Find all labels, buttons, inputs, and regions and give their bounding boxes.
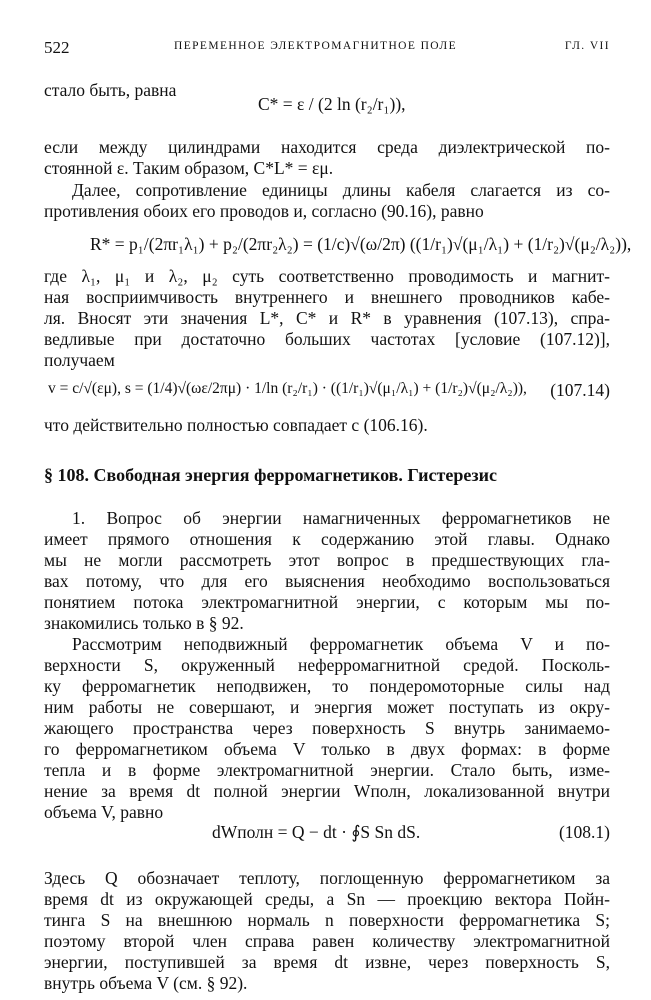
chapter-label: ГЛ. VII xyxy=(564,40,610,52)
text-line: ним работы не совершают, и энергия может поступать из окру- xyxy=(44,697,610,717)
text-line: время dt из окружающей среды, а Sn — проекцию вектора Пойн- xyxy=(44,889,610,909)
text-line: имеет прямого отношения к содержанию этой главы. Однако xyxy=(44,529,610,549)
formula-r-star: R* = p₁/(2πr₁λ₁) + p₂/(2πr₂λ₂) = (1/c)√(ω/2π) ((1/r₁)√(μ₁/λ₁) + (1/r₂)√(μ₂/λ₂)), xyxy=(90,234,632,254)
text-line: ля. Вносят эти значения L*, C* и R* в уравнения (107.13), спра- xyxy=(44,308,610,328)
text-line: Здесь Q обозначает теплоту, поглощенную ферромагнетиком за xyxy=(44,868,610,888)
section-heading: § 108. Свободная энергия ферромагнетиков. Гистерезис xyxy=(44,465,497,485)
text-line: тепла и в форме электромагнитной энергии. Стало быть, изме- xyxy=(44,760,610,780)
text-line: мы не могли рассмотреть этот вопрос в предшествующих гла- xyxy=(44,550,610,570)
text-line: нение за время dt полной энергии Wполн, локализованной внутри xyxy=(44,781,610,801)
text-line: стало быть, равна xyxy=(44,80,177,100)
equation-number: (108.1) xyxy=(558,822,610,842)
text-line: ку ферромагнетик неподвижен, то пондеромоторные силы над xyxy=(44,676,610,696)
text-line: понятием потока электромагнитной энергии, с которым мы по- xyxy=(44,592,610,612)
text-line: энергии, поступившей за время dt извне, через поверхность S, xyxy=(44,952,610,972)
text-line: Рассмотрим неподвижный ферромагнетик объема V и по- xyxy=(72,634,610,654)
text-line: стоянной ε. Таким образом, C*L* = εμ. xyxy=(44,158,334,178)
text-line: где λ₁, μ₁ и λ₂, μ₂ суть соответственно проводимость и магнит- xyxy=(44,266,610,286)
formula-w-poln: dWполн = Q − dt · ∮S Sn dS. xyxy=(212,822,421,842)
text-line: поэтому второй член справа равен количеству электромагнитной xyxy=(44,931,610,951)
text-line: жающего пространства через поверхность S внутрь занимаемо- xyxy=(44,718,610,738)
text-line: внутрь объема V (см. § 92). xyxy=(44,973,248,993)
page-number: 522 xyxy=(44,38,70,57)
formula-c-star: C* = ε / (2 ln (r₂/r₁)), xyxy=(258,94,406,114)
text-line: ведливые при достаточно больших частотах [условие (107.12)], xyxy=(44,329,610,349)
text-line: ная восприимчивость внутреннего и внешнего проводников кабе- xyxy=(44,287,610,307)
text-line: что действительно полностью совпадает с (106.16). xyxy=(44,415,428,435)
text-line: верхности S, окруженный неферромагнитной средой. Посколь- xyxy=(44,655,610,675)
text-line: 1. Вопрос об энергии намагниченных ферромагнетиков не xyxy=(72,508,610,528)
formula-v-s: v = c/√(εμ), s = (1/4)√(ωε/2πμ) · 1/ln (r₂/r₁) · ((1/r₁)√(μ₁/λ₁) + (1/r₂)√(μ₂/λ₂)), xyxy=(48,380,527,397)
text-line: если между цилиндрами находится среда диэлектрической по- xyxy=(44,137,610,157)
text-line: тинга S на внешнюю нормаль n поверхности ферромагнетика S; xyxy=(44,910,610,930)
text-line: Далее, сопротивление единицы длины кабеля слагается из со- xyxy=(72,180,610,200)
text-line: вах потому, что для его выяснения необходимо воспользоваться xyxy=(44,571,610,591)
text-line: объема V, равно xyxy=(44,802,164,822)
text-line: го ферромагнетиком объема V только в двух формах: в форме xyxy=(44,739,610,759)
page-header xyxy=(44,38,610,58)
equation-number: (107.14) xyxy=(550,380,610,400)
text-line: получаем xyxy=(44,350,115,370)
text-line: знакомились только в § 92. xyxy=(44,613,244,633)
running-title: ПЕРЕМЕННОЕ ЭЛЕКТРОМАГНИТНОЕ ПОЛЕ xyxy=(174,40,458,52)
text-line: противления обоих его проводов и, согласно (90.16), равно xyxy=(44,201,484,221)
